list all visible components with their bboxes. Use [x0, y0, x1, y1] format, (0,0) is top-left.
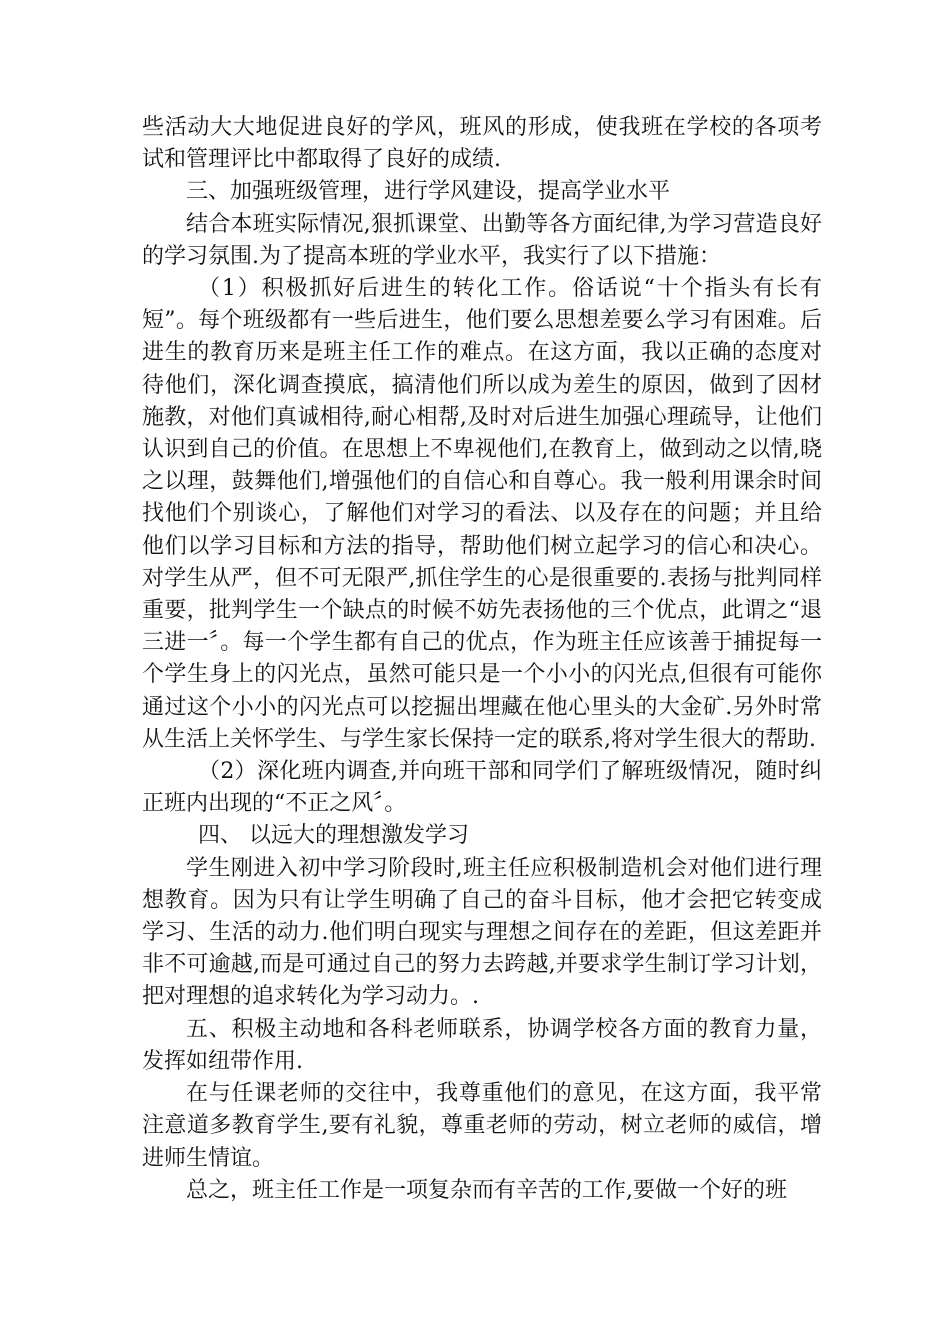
document-body: [142, 112, 822, 1207]
paragraph-measure-2-investigation: （2）深化班内调查,并向班干部和同学们了解班级情况，随时纠正班内出现的“不正之风〞。: [142, 759, 822, 817]
paragraph-discipline-measures: 结合本班实际情况,狠抓课堂、出勤等各方面纪律,为学习营造良好的学习氛围.为了提高本班的学业水平，我实行了以下措施：: [142, 211, 822, 269]
section-heading-ideals: 四、 以远大的理想激发学习: [198, 823, 469, 849]
section-heading-class-management: 三、加强班级管理，进行学风建设，提高学业水平: [186, 179, 671, 205]
paragraph-measure-1-underachievers: （1）积极抓好后进生的转化工作。俗话说“十个指头有长有短”。每个班级都有一些后进生，他们要么思想差要么学习有困难。后进生的教育历来是班主任工作的难点。在这方面，我以正确的态度对待他们，深化调查摸底，搞清他们所以成为差生的原因，做到了因材施教，对他们真诚相待,耐心相帮,及时对后进生加强心理疏导，让他们认识到自己的价值。在思想上不卑视他们,在教育上，做到动之以情,晓之以理，鼓舞他们,增强他们的自信心和自尊心。我一般利用课余时间找他们个别谈心，了解他们对学习的看法、以及存在的问题；并且给他们以学习目标和方法的指导，帮助他们树立起学习的信心和决心。对学生从严，但不可无限严,抓住学生的心是很重要的.表扬与批判同样重要，批判学生一个缺点的时候不妨先表扬他的三个优点，此谓之“退三进一〞。每一个学生都有自己的优点，作为班主任应该善于捕捉每一个学生身上的闪光点，虽然可能只是一个小小的闪光点,但很有可能你通过这个小小的闪光点可以挖掘出埋藏在他心里头的大金矿.另外时常从生活上关怀学生、与学生家长保持一定的联系,将对学生很大的帮助.: [142, 276, 822, 752]
paragraph-teacher-relations: 在与任课老师的交往中，我尊重他们的意见，在这方面，我平常注意道多教育学生,要有礼貌，尊重老师的劳动，树立老师的威信，增进师生情谊。: [142, 1081, 822, 1171]
paragraph-ideal-education: 学生刚进入初中学习阶段时,班主任应积极制造机会对他们进行理想教育。因为只有让学生明确了自己的奋斗目标，他才会把它转变成学习、生活的动力.他们明白现实与理想之间存在的差距，但这差距并非不可逾越,而是可通过自己的努力去跨越,并要求学生制订学习计划，把对理想的追求转化为学习动力。.: [142, 855, 822, 1010]
paragraph-conclusion: 总之，班主任工作是一项复杂而有辛苦的工作,要做一个好的班: [186, 1177, 787, 1203]
section-heading-teacher-coordination: 五、积极主动地和各科老师联系，协调学校各方面的教育力量，发挥如纽带作用.: [142, 1016, 822, 1074]
paragraph-study-atmosphere-results: 些活动大大地促进良好的学风，班风的形成，使我班在学校的各项考试和管理评比中都取得了良好的成绩.: [142, 115, 822, 173]
